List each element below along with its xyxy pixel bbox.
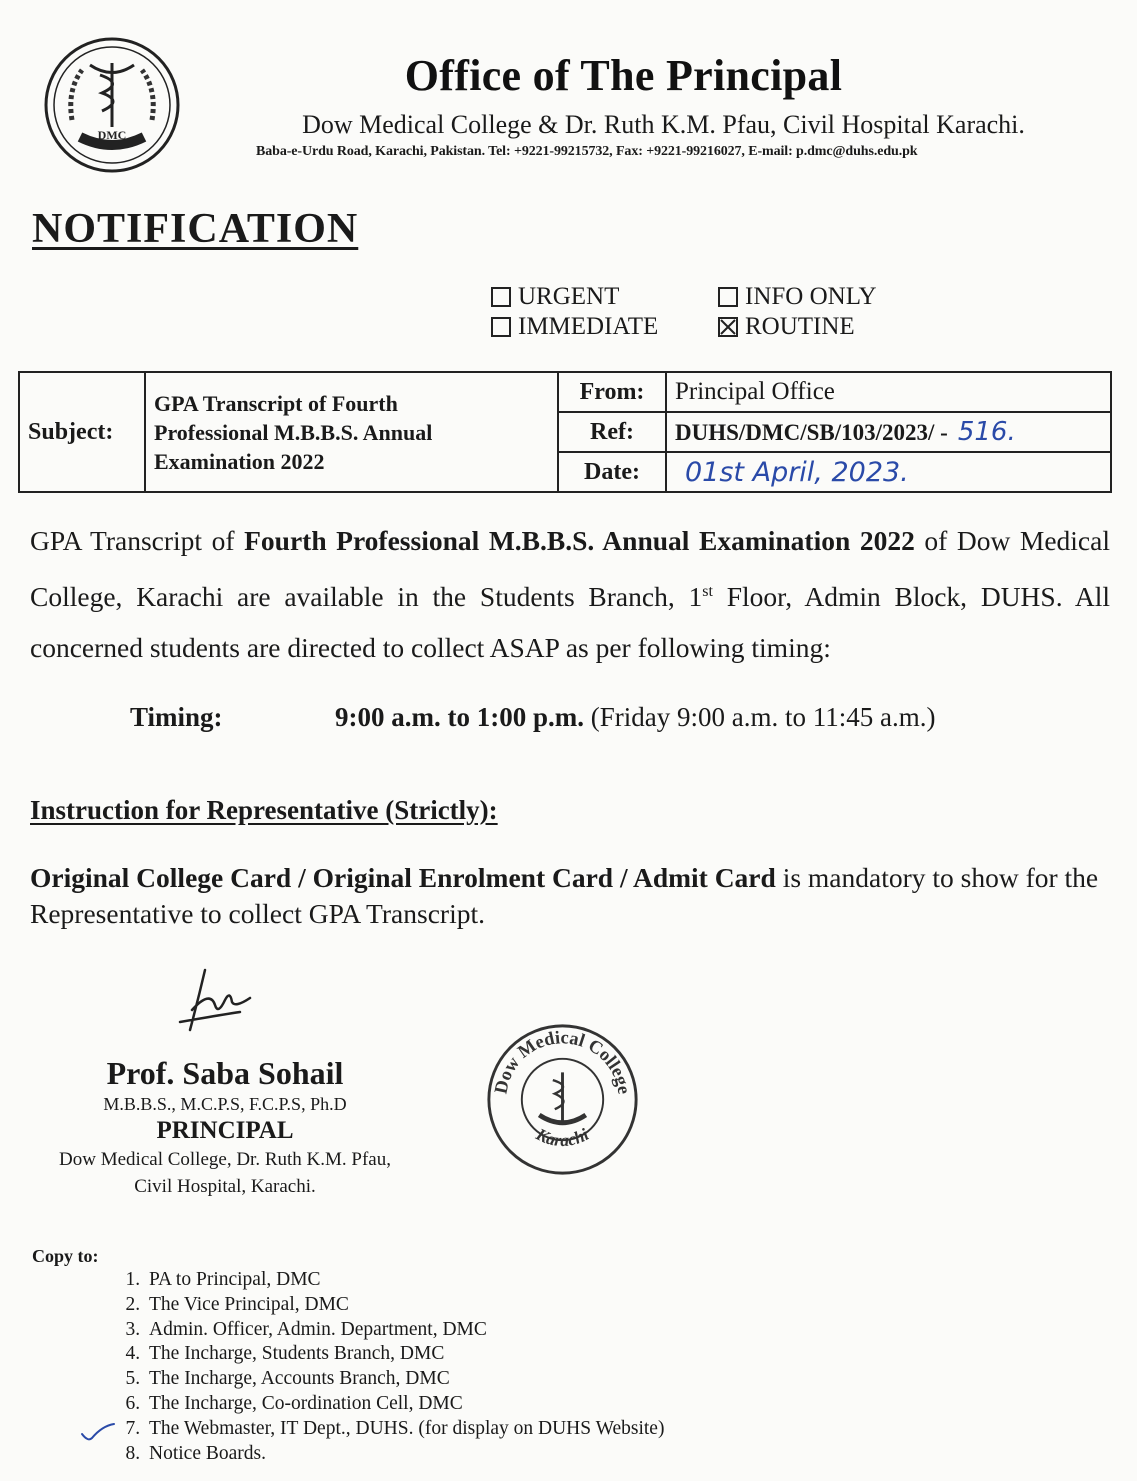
- svg-text:DMC: DMC: [97, 128, 127, 142]
- checkbox-routine-box[interactable]: [718, 317, 738, 337]
- handwritten-signature: [170, 960, 270, 1040]
- from-value: Principal Office: [666, 372, 1111, 412]
- timing-label: Timing:: [130, 702, 223, 732]
- list-item: 8. Notice Boards.: [145, 1442, 664, 1467]
- date-value: [666, 452, 1111, 492]
- checkbox-immediate[interactable]: [491, 313, 658, 341]
- notification-heading: NOTIFICATION: [32, 206, 359, 252]
- checkbox-info-only[interactable]: [718, 283, 877, 311]
- office-title: Office of The Principal: [404, 51, 843, 100]
- checkbox-urgent-label: URGENT: [518, 283, 620, 310]
- body-text-b: of Dow Medical College, Karachi are available in the Students Branch, 1: [30, 525, 1110, 613]
- date-handwritten: 01st April, 2023.: [685, 456, 909, 488]
- timing-main: 9:00 a.m. to 1:00 p.m.: [335, 702, 584, 732]
- list-item: 1. PA to Principal, DMC: [145, 1268, 664, 1293]
- ref-handwritten: 516.: [957, 417, 1016, 447]
- from-label: From:: [558, 372, 666, 412]
- copy-to-list: [105, 1268, 664, 1466]
- instruction-heading: Instruction for Representative (Strictly):: [30, 795, 498, 825]
- contact-line: Baba-e-Urdu Road, Karachi, Pakistan. Tel: +9221-99215732, Fax: +9221-99216027, E-mail: p.dmc@duhs.edu.pk: [256, 144, 918, 159]
- ref-value: [666, 412, 1111, 452]
- notification-body: [30, 515, 1110, 673]
- subject-label: Subject:: [19, 372, 145, 492]
- list-item: 2. The Vice Principal, DMC: [145, 1293, 664, 1318]
- stamp-top-text: Dow Medical College: [490, 1027, 635, 1096]
- signatory-role: PRINCIPAL: [156, 1117, 294, 1144]
- checkbox-routine[interactable]: [718, 313, 855, 341]
- signatory-institution-2: Civil Hospital, Karachi.: [134, 1176, 316, 1197]
- list-item: 5. The Incharge, Accounts Branch, DMC: [145, 1367, 664, 1392]
- timing-extra: (Friday 9:00 a.m. to 11:45 a.m.): [583, 702, 936, 732]
- list-item: 4. The Incharge, Students Branch, DMC: [145, 1342, 664, 1367]
- body-text-c: Floor, Admin Block, DUHS. All concerned students are directed to collect ASAP as per following timing:: [30, 581, 1110, 664]
- date-label: Date:: [558, 452, 666, 492]
- subject-line-2: Professional M.B.B.S. Annual: [154, 419, 433, 445]
- handwritten-tick-icon: [78, 1420, 118, 1442]
- checkbox-info-only-box[interactable]: [718, 287, 738, 307]
- subject-line-1: GPA Transcript of Fourth: [154, 390, 398, 416]
- stamp-bottom-text: Karachi: [533, 1123, 593, 1151]
- checkbox-immediate-label: IMMEDIATE: [518, 313, 659, 340]
- instruction-text: [30, 860, 1110, 932]
- signatory-institution-1: Dow Medical College, Dr. Ruth K.M. Pfau,: [59, 1149, 391, 1170]
- checkbox-urgent-box[interactable]: [491, 287, 511, 307]
- body-text-a: GPA Transcript of: [30, 525, 245, 556]
- signatory-name: Prof. Saba Sohail: [106, 1055, 344, 1091]
- subject-value: [145, 372, 558, 492]
- official-stamp: [485, 1022, 640, 1177]
- checkbox-info-only-label: INFO ONLY: [745, 283, 877, 310]
- ref-number: DUHS/DMC/SB/103/2023/ -: [675, 420, 948, 445]
- signatory-block: [0, 1055, 450, 1199]
- svg-text:Karachi: [532, 1123, 592, 1150]
- list-item: 6. The Incharge, Co-ordination Cell, DMC: [145, 1392, 664, 1417]
- signatory-qualifications: M.B.B.S., M.C.P.S, F.C.P.S, Ph.D: [103, 1094, 347, 1114]
- timing-value: [335, 702, 935, 733]
- checkbox-routine-label: ROUTINE: [745, 313, 855, 340]
- checked-x-icon: [720, 319, 736, 335]
- checkbox-immediate-box[interactable]: [491, 317, 511, 337]
- subject-line-3: Examination 2022: [154, 448, 325, 474]
- notification-meta-table: [18, 371, 1112, 493]
- checkbox-urgent[interactable]: [491, 283, 619, 311]
- instruction-bold: Original College Card / Original Enrolment Card / Admit Card: [30, 862, 776, 893]
- list-item: 7. The Webmaster, IT Dept., DUHS. (for display on DUHS Website): [145, 1417, 664, 1442]
- body-text-bold: Fourth Professional M.B.B.S. Annual Examination 2022: [244, 525, 915, 556]
- college-subtitle: Dow Medical College & Dr. Ruth K.M. Pfau, Civil Hospital Karachi.: [302, 110, 1025, 139]
- ref-label: Ref:: [558, 412, 666, 452]
- instruction-rest: is mandatory to show for the Representative to collect GPA Transcript.: [30, 862, 1099, 929]
- copy-to-heading: Copy to:: [32, 1246, 99, 1266]
- list-item: 3. Admin. Officer, Admin. Department, DMC: [145, 1318, 664, 1343]
- body-text-sup: st: [702, 583, 713, 600]
